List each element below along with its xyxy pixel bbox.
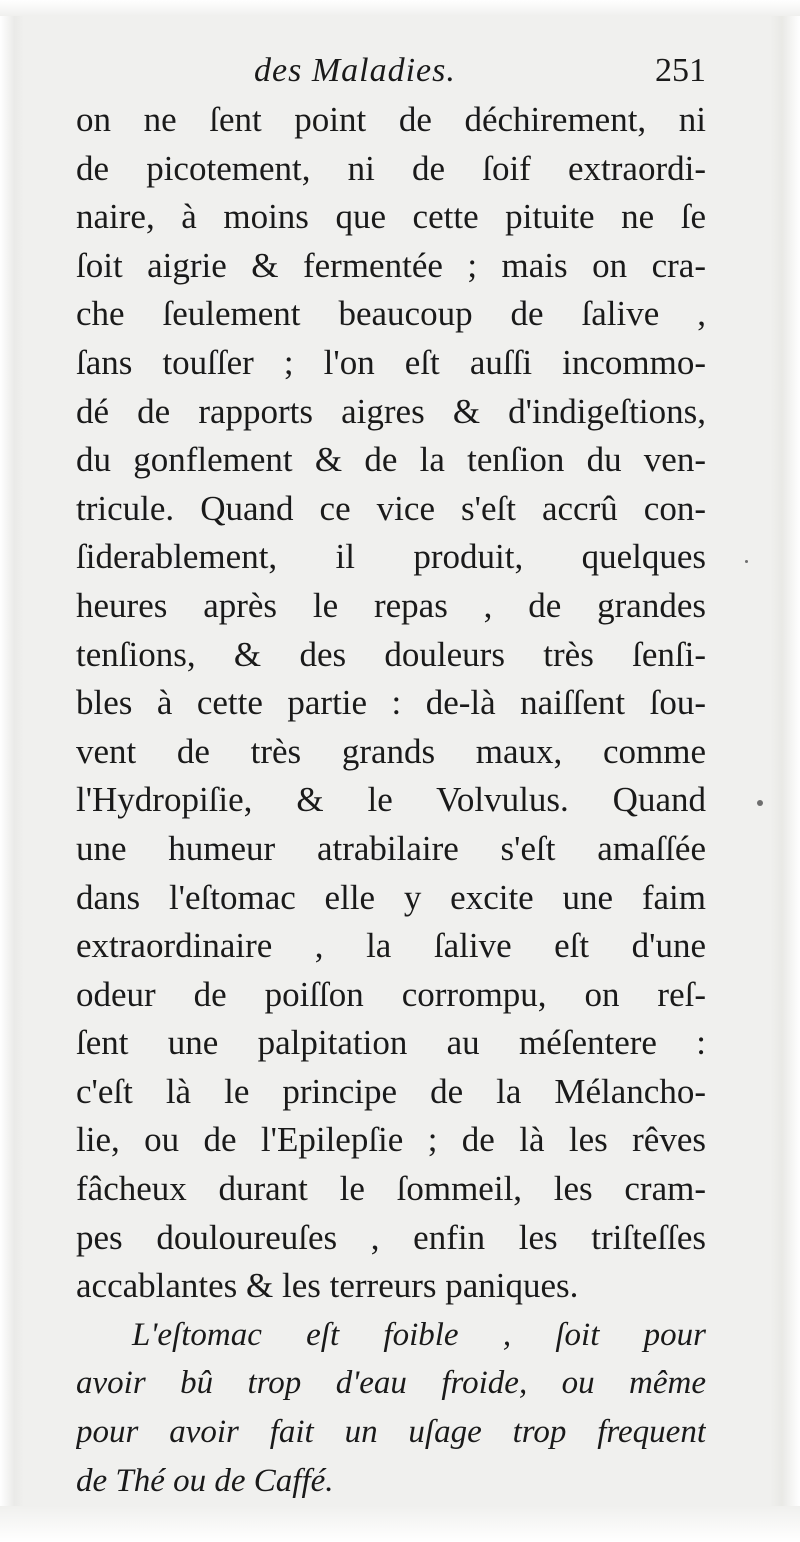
text-line: de picotement, ni de ſoif extraordi-: [76, 148, 706, 188]
text-line: l'Hydropiſie, & le Volvulus. Quand: [76, 780, 706, 820]
running-head: des Maladies.: [254, 52, 456, 89]
page-top-edge: [0, 0, 800, 16]
page-number: 251: [655, 52, 706, 89]
text-line: bles à cette partie : de-là naiſſent ſou-: [76, 683, 706, 723]
text-line: L'eſtomac eſt foible , ſoit pour: [132, 1316, 706, 1353]
text-line: de Thé ou de Caffé.: [76, 1462, 334, 1499]
text-line: extraordinaire , la ſalive eſt d'une: [76, 926, 706, 966]
text-line: tricule. Quand ce vice s'eſt accrû con-: [76, 488, 706, 528]
text-line: lie, ou de l'Epilepſie ; de là les rêves: [76, 1120, 706, 1160]
text-line: heures après le repas , de grandes: [76, 585, 706, 625]
body-text: [76, 96, 706, 1505]
page-bottom-edge: [0, 1506, 800, 1542]
text-line: avoir bû trop d'eau froide, ou même: [76, 1365, 706, 1402]
text-line: ſoit aigrie & fermentée ; mais on cra-: [76, 245, 706, 285]
ink-speck: [757, 800, 763, 806]
page-header: [76, 52, 706, 96]
text-line: une humeur atrabilaire s'eſt amaſſée: [76, 828, 706, 868]
text-line: ſans touſſer ; l'on eſt auſſi incommo-: [76, 342, 706, 382]
text-line: naire, à moins que cette pituite ne ſe: [76, 197, 706, 237]
text-line: dé de rapports aigres & d'indigeſtions,: [76, 391, 706, 431]
italic-paragraph: [76, 1311, 706, 1505]
page-left-edge: [0, 0, 24, 1542]
page-right-edge: [770, 0, 800, 1542]
text-line: c'eſt là le principe de la Mélancho-: [76, 1071, 706, 1111]
text-line: che ſeulement beaucoup de ſalive ,: [76, 294, 706, 334]
text-line: ſiderablement, il produit, quelques: [76, 537, 706, 577]
paragraph: [76, 96, 706, 1311]
text-line: pes douloureuſes , enfin les triſteſſes: [76, 1217, 706, 1257]
text-line: on ne ſent point de déchirement, ni: [76, 100, 706, 139]
text-line: vent de très grands maux, comme: [76, 731, 706, 771]
ink-speck: [745, 560, 748, 563]
text-line: ſent une palpitation au méſentere :: [76, 1023, 706, 1063]
text-line: odeur de poiſſon corrompu, on reſ-: [76, 974, 706, 1014]
text-line: accablantes & les terreurs paniques.: [76, 1266, 579, 1306]
text-line: pour avoir fait un uſage trop frequent: [76, 1414, 706, 1451]
text-line: du gonflement & de la tenſion du ven-: [76, 440, 706, 480]
text-line: fâcheux durant le ſommeil, les cram-: [76, 1169, 706, 1209]
text-line: tenſions, & des douleurs très ſenſi-: [76, 634, 706, 674]
text-line: dans l'eſtomac elle y excite une faim: [76, 877, 706, 917]
